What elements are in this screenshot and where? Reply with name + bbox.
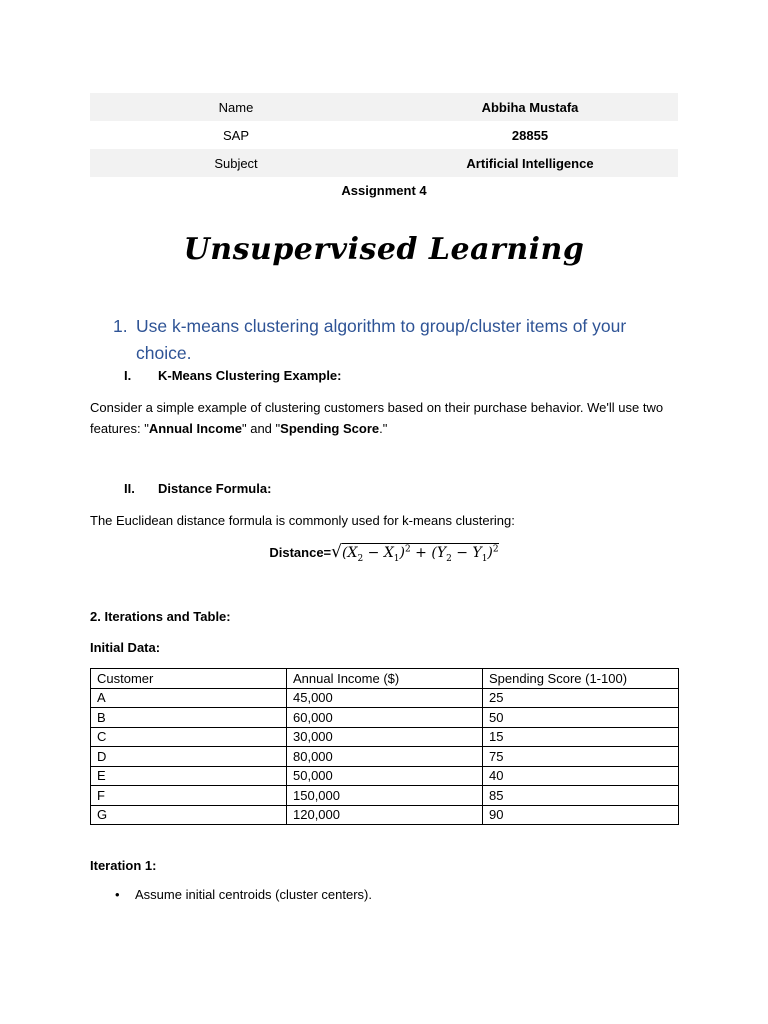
formula-label: Distance= <box>269 545 332 560</box>
table-cell: 150,000 <box>287 786 483 806</box>
column-header: Spending Score (1-100) <box>483 669 679 689</box>
table-cell: 120,000 <box>287 805 483 825</box>
table-cell: 40 <box>483 766 679 786</box>
table-cell: A <box>91 688 287 708</box>
intro-text: " and " <box>242 421 281 436</box>
intro-paragraph <box>90 397 680 439</box>
table-cell: G <box>91 805 287 825</box>
section-heading-1 <box>113 313 673 367</box>
info-row-subject <box>90 149 678 177</box>
info-value: 28855 <box>511 127 549 143</box>
roman-numeral: I. <box>124 368 132 383</box>
student-info-table <box>90 93 678 177</box>
table-cell: 50 <box>483 708 679 728</box>
subsection-label: Distance Formula: <box>158 481 272 496</box>
table-cell: 80,000 <box>287 747 483 767</box>
table-cell: 45,000 <box>287 688 483 708</box>
formula-expression: $√(X_2 - X_1)^2 + (Y_2 - Y_1)^2$ <box>331 542 499 564</box>
table-cell: C <box>91 727 287 747</box>
table-row <box>91 786 679 806</box>
roman-numeral: II. <box>124 481 135 496</box>
table-cell: B <box>91 708 287 728</box>
table-cell: 30,000 <box>287 727 483 747</box>
column-header: Annual Income ($) <box>287 669 483 689</box>
document-title: Unsupervised Learning <box>183 232 585 267</box>
column-header: Customer <box>91 669 287 689</box>
table-cell: F <box>91 786 287 806</box>
info-label: Name <box>90 93 382 121</box>
subsection-label: K-Means Clustering Example: <box>158 368 342 383</box>
table-row <box>91 766 679 786</box>
feature-spending-score: Spending Score <box>280 421 380 436</box>
info-row-name <box>90 93 678 121</box>
distance-paragraph: The Euclidean distance formula is commonly used for k-means clustering: <box>90 513 515 528</box>
assignment-label: Assignment 4 <box>341 183 427 198</box>
table-row <box>91 688 679 708</box>
table-cell: 90 <box>483 805 679 825</box>
table-header-row <box>91 669 679 689</box>
iteration-1-heading: Iteration 1: <box>90 858 157 873</box>
table-cell: 50,000 <box>287 766 483 786</box>
table-cell: 15 <box>483 727 679 747</box>
table-row <box>91 727 679 747</box>
table-cell: 75 <box>483 747 679 767</box>
table-row <box>91 805 679 825</box>
info-value: Abbiha Mustafa <box>382 93 678 121</box>
intro-text: Consider a simple example of clustering customers based on their purchase behavior. We'll use two features: " <box>90 400 664 436</box>
table-cell: 60,000 <box>287 708 483 728</box>
bullet-icon: • <box>115 887 120 902</box>
distance-formula <box>0 542 768 564</box>
section-heading-text: Use k-means clustering algorithm to group/cluster items of your choice. <box>136 316 627 363</box>
feature-annual-income: Annual Income <box>148 421 242 436</box>
info-label: SAP <box>222 127 249 143</box>
initial-data-heading: Initial Data: <box>90 640 161 655</box>
section-heading-2: 2. Iterations and Table: <box>90 609 231 624</box>
intro-text: ." <box>379 421 388 436</box>
section-number: 1. <box>113 316 128 336</box>
table-cell: E <box>91 766 287 786</box>
table-row <box>91 747 679 767</box>
info-label: Subject <box>90 149 382 177</box>
table-cell: 25 <box>483 688 679 708</box>
radical-sign: √ <box>331 542 342 562</box>
table-row <box>91 708 679 728</box>
customer-data-table <box>90 668 679 825</box>
info-row-sap <box>90 121 678 149</box>
table-cell: 85 <box>483 786 679 806</box>
info-value: Artificial Intelligence <box>382 149 678 177</box>
table-cell: D <box>91 747 287 767</box>
bullet-text: Assume initial centroids (cluster centers). <box>135 887 372 902</box>
